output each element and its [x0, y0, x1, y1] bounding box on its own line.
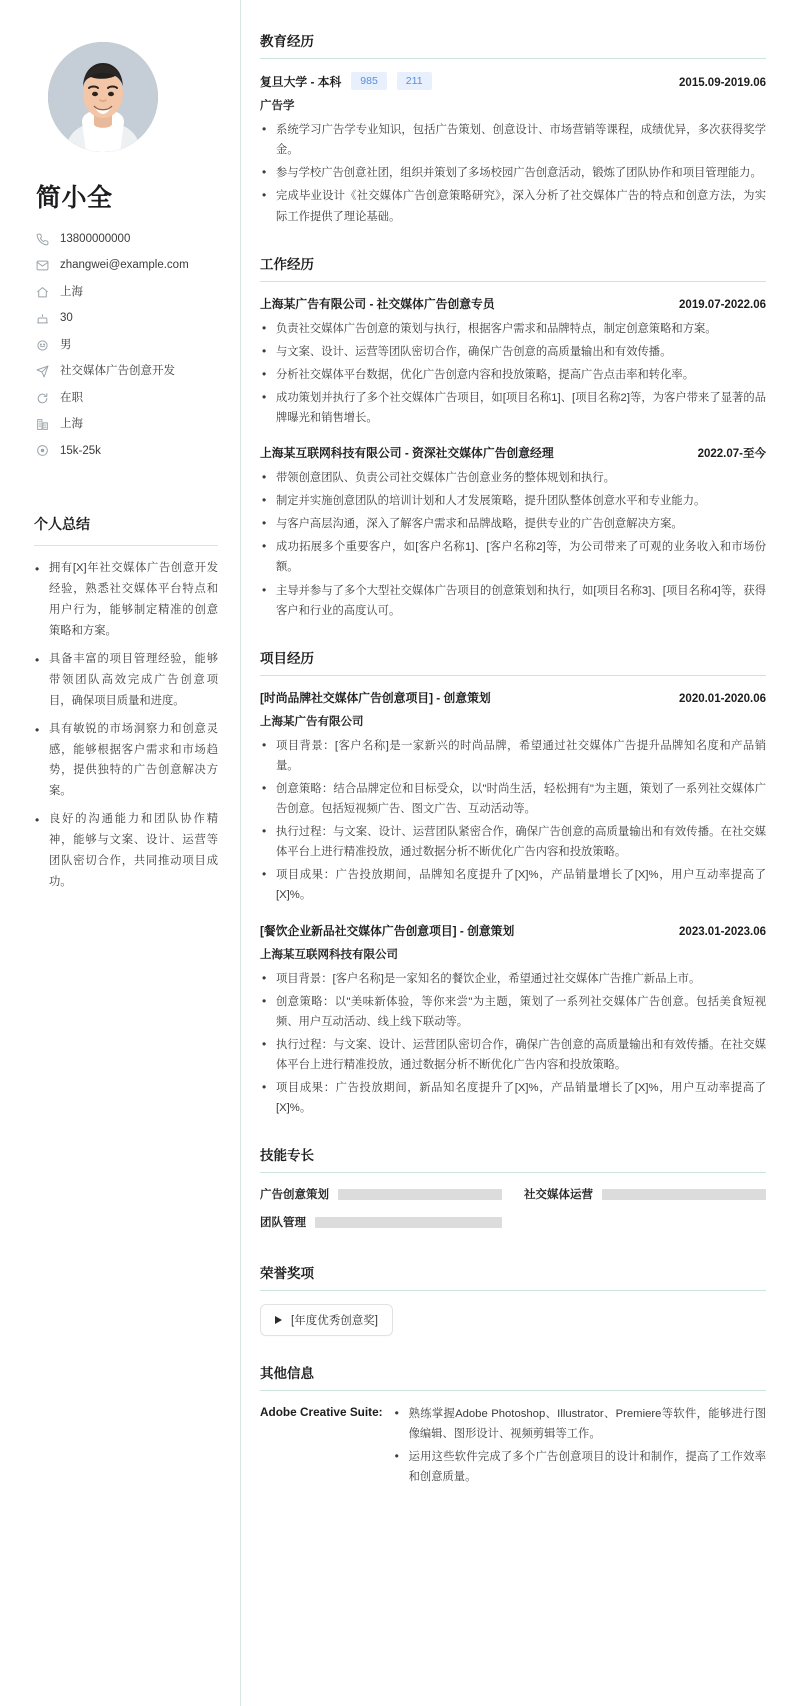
work-divider — [260, 281, 766, 282]
skill-progress-track — [338, 1189, 502, 1200]
list-item: • 创意策略：以"美味新体验，等你来尝"为主题，策划了一系列社交媒体广告创意。包括美食短视频、用户互动活动、线上线下联动等。 — [260, 992, 766, 1032]
list-item: • 拥有[X]年社交媒体广告创意开发经验，熟悉社交媒体平台特点和用户行为，能够制定精准的创意策略和方案。 — [34, 558, 218, 642]
contact-item-phone — [34, 232, 218, 247]
work-entry-header — [260, 444, 766, 461]
education-school: 复旦大学 - 本科 — [260, 74, 342, 89]
work-section — [260, 253, 766, 621]
list-item: • 制定并实施创意团队的培训计划和人才发展策略，提升团队整体创意水平和专业能力。 — [260, 491, 766, 511]
skill-item — [524, 1186, 766, 1202]
contact-item-gender — [34, 338, 218, 353]
contact-value-job-target: 社交媒体广告创意开发 — [60, 365, 175, 378]
contact-value-status: 在职 — [60, 391, 83, 404]
gender-icon — [34, 339, 51, 352]
summary-heading: 个人总结 — [34, 516, 90, 533]
skill-label: 团队管理 — [260, 1217, 306, 1230]
contact-item-status — [34, 391, 218, 406]
work-bullets — [260, 319, 766, 428]
project-title: [餐饮企业新品社交媒体广告创意项目] - 创意策划 — [260, 923, 515, 938]
project-bullets — [260, 736, 766, 906]
work-title: 上海某广告有限公司 - 社交媒体广告创意专员 — [260, 296, 495, 311]
work-entry-header — [260, 295, 766, 312]
list-item: • 创意策略：结合品牌定位和目标受众，以"时尚生活，轻松拥有"为主题，策划了一系列社交媒体广告创意。包括短视频广告、图文广告、互动活动等。 — [260, 779, 766, 819]
skill-label: 广告创意策划 — [260, 1189, 329, 1202]
contact-item-work-city — [34, 417, 218, 432]
list-item: • 熟练掌握Adobe Photoshop、Illustrator、Premiere等软件，能够进行图像编辑、图形设计、视频剪辑等工作。 — [393, 1404, 766, 1444]
education-date: 2015.09-2019.06 — [679, 76, 766, 89]
contact-item-hometown — [34, 285, 218, 300]
project-title: [时尚品牌社交媒体广告创意项目] - 创意策划 — [260, 690, 491, 705]
contact-value-email: zhangwei@example.com — [60, 259, 189, 272]
refresh-icon — [34, 392, 51, 405]
honors-heading: 荣誉奖项 — [260, 1266, 314, 1282]
work-entry — [260, 444, 766, 621]
skills-section — [260, 1144, 766, 1236]
list-item: • 系统学习广告学专业知识，包括广告策划、创意设计、市场营销等课程，成绩优异，多次获得奖学金。 — [260, 120, 766, 160]
honors-section — [260, 1262, 766, 1336]
list-item: • 成功拓展多个重要客户，如[客户名称1]、[客户名称2]等，为公司带来了可观的业务收入和市场份额。 — [260, 537, 766, 577]
contact-value-work-city: 上海 — [60, 418, 83, 431]
list-item: • 项目背景：[客户名称]是一家新兴的时尚品牌，希望通过社交媒体广告提升品牌知名度和产品销量。 — [260, 736, 766, 776]
summary-divider — [34, 545, 218, 546]
paper-plane-icon — [34, 365, 51, 378]
list-item: • 项目成果：广告投放期间，新品知名度提升了[X]%，产品销量增长了[X]%，用户互动率提高了[X]%。 — [260, 1078, 766, 1118]
project-company: 上海某互联网科技有限公司 — [260, 948, 398, 961]
list-item: • 负责社交媒体广告创意的策划与执行，根据客户需求和品牌特点，制定创意策略和方案。 — [260, 319, 766, 339]
target-icon — [34, 444, 51, 457]
contact-value-salary: 15k-25k — [60, 444, 101, 457]
education-major: 广告学 — [260, 100, 295, 113]
work-date: 2022.07-至今 — [697, 448, 766, 461]
play-triangle-icon[interactable] — [275, 1316, 282, 1324]
work-date: 2019.07-2022.06 — [679, 298, 766, 311]
other-info-bullets — [393, 1404, 766, 1487]
list-item: • 执行过程：与文案、设计、运营团队密切合作，确保广告创意的高质量输出和有效传播。在社交媒体平台上进行精准投放，通过数据分析不断优化广告内容和投放策略。 — [260, 1035, 766, 1075]
person-name: 简小全 — [36, 184, 113, 212]
other-info-body — [393, 1404, 766, 1490]
contact-item-job-target — [34, 364, 218, 379]
skill-progress-track — [315, 1217, 502, 1228]
other-info-heading: 其他信息 — [260, 1366, 314, 1382]
building-icon — [34, 418, 51, 431]
project-date: 2020.01-2020.06 — [679, 692, 766, 705]
other-info-row — [260, 1404, 766, 1490]
education-school-line — [260, 72, 432, 90]
skill-label: 社交媒体运营 — [524, 1189, 593, 1202]
list-item: • 与文案、设计、运营等团队密切合作，确保广告创意的高质量输出和有效传播。 — [260, 342, 766, 362]
envelope-icon — [34, 259, 51, 272]
summary-bullets — [34, 558, 218, 892]
work-entry — [260, 295, 766, 428]
list-item: • 执行过程：与文案、设计、运营团队紧密合作，确保广告创意的高质量输出和有效传播。在社交媒体平台上进行精准投放，通过数据分析不断优化广告内容和投放策略。 — [260, 822, 766, 862]
profile-sidebar — [0, 0, 241, 1706]
project-company: 上海某广告有限公司 — [260, 715, 364, 728]
projects-section — [260, 647, 766, 1118]
badge-211: 211 — [397, 72, 432, 90]
resume-main — [241, 0, 794, 1706]
project-entry — [260, 922, 766, 1119]
cake-icon — [34, 312, 51, 325]
honor-label: [年度优秀创意奖] — [291, 1315, 378, 1328]
projects-heading: 项目经历 — [260, 650, 314, 666]
list-item: • 项目成果：广告投放期间，品牌知名度提升了[X]%，产品销量增长了[X]%，用户互动率提高了[X]%。 — [260, 865, 766, 905]
education-section — [260, 30, 766, 227]
education-entry-header — [260, 72, 766, 90]
work-bullets — [260, 468, 766, 621]
work-heading: 工作经历 — [260, 256, 314, 272]
contact-value-age: 30 — [60, 312, 73, 325]
project-entry-header — [260, 922, 766, 939]
list-item: • 项目背景：[客户名称]是一家知名的餐饮企业，希望通过社交媒体广告推广新品上市。 — [260, 969, 766, 989]
contact-list — [34, 232, 218, 458]
contact-value-phone: 13800000000 — [60, 233, 131, 245]
project-date: 2023.01-2023.06 — [679, 925, 766, 938]
skills-heading: 技能专长 — [260, 1148, 314, 1164]
list-item: • 运用这些软件完成了多个广告创意项目的设计和制作，提高了工作效率和创意质量。 — [393, 1447, 766, 1487]
other-info-section — [260, 1362, 766, 1490]
list-item: • 主导并参与了多个大型社交媒体广告项目的创意策划和执行，如[项目名称3]、[项目名称4]等，获得客户和行业的高度认可。 — [260, 581, 766, 621]
education-entry — [260, 72, 766, 227]
education-divider — [260, 58, 766, 59]
badge-985: 985 — [351, 72, 387, 90]
avatar-photo-icon — [48, 42, 158, 152]
summary-section — [34, 514, 218, 892]
contact-item-salary — [34, 444, 218, 459]
honor-item[interactable] — [260, 1304, 393, 1336]
projects-divider — [260, 675, 766, 676]
list-item: • 带领创意团队、负责公司社交媒体广告创意业务的整体规划和执行。 — [260, 468, 766, 488]
contact-item-age — [34, 311, 218, 326]
education-heading: 教育经历 — [260, 34, 314, 49]
phone-icon — [34, 233, 51, 246]
honors-divider — [260, 1290, 766, 1291]
contact-item-email — [34, 258, 218, 273]
list-item: • 完成毕业设计《社交媒体广告创意策略研究》，深入分析了社交媒体广告的特点和创意方法，为实际工作提供了理论基础。 — [260, 186, 766, 226]
list-item: • 成功策划并执行了多个社交媒体广告项目，如[项目名称1]、[项目名称2]等，为客户带来了显著的品牌曝光和销售增长。 — [260, 388, 766, 428]
skills-grid — [260, 1186, 766, 1236]
contact-value-gender: 男 — [60, 338, 72, 351]
home-icon — [34, 286, 51, 299]
list-item: • 具有敏锐的市场洞察力和创意灵感，能够根据客户需求和市场趋势，提供独特的广告创意解决方案。 — [34, 719, 218, 803]
avatar — [48, 42, 158, 152]
list-item: • 具备丰富的项目管理经验，能够带领团队高效完成广告创意项目，确保项目质量和进度。 — [34, 649, 218, 712]
project-entry — [260, 689, 766, 906]
list-item: • 分析社交媒体平台数据，优化广告创意内容和投放策略，提高广告点击率和转化率。 — [260, 365, 766, 385]
list-item: • 良好的沟通能力和团队协作精神，能够与文案、设计、运营等团队密切合作，共同推动项目成功。 — [34, 809, 218, 893]
project-entry-header — [260, 689, 766, 706]
other-info-divider — [260, 1390, 766, 1391]
project-bullets — [260, 969, 766, 1119]
avatar-wrap — [48, 42, 218, 152]
skills-divider — [260, 1172, 766, 1173]
list-item: • 参与学校广告创意社团，组织并策划了多场校园广告创意活动，锻炼了团队协作和项目管理能力。 — [260, 163, 766, 183]
list-item: • 与客户高层沟通，深入了解客户需求和品牌战略，提供专业的广告创意解决方案。 — [260, 514, 766, 534]
work-title: 上海某互联网科技有限公司 - 资深社交媒体广告创意经理 — [260, 446, 554, 461]
education-bullets — [260, 120, 766, 226]
contact-value-hometown: 上海 — [60, 285, 83, 298]
skill-item — [260, 1214, 502, 1230]
skill-item — [260, 1186, 502, 1202]
other-info-label: Adobe Creative Suite: — [260, 1405, 383, 1420]
skill-progress-track — [602, 1189, 766, 1200]
